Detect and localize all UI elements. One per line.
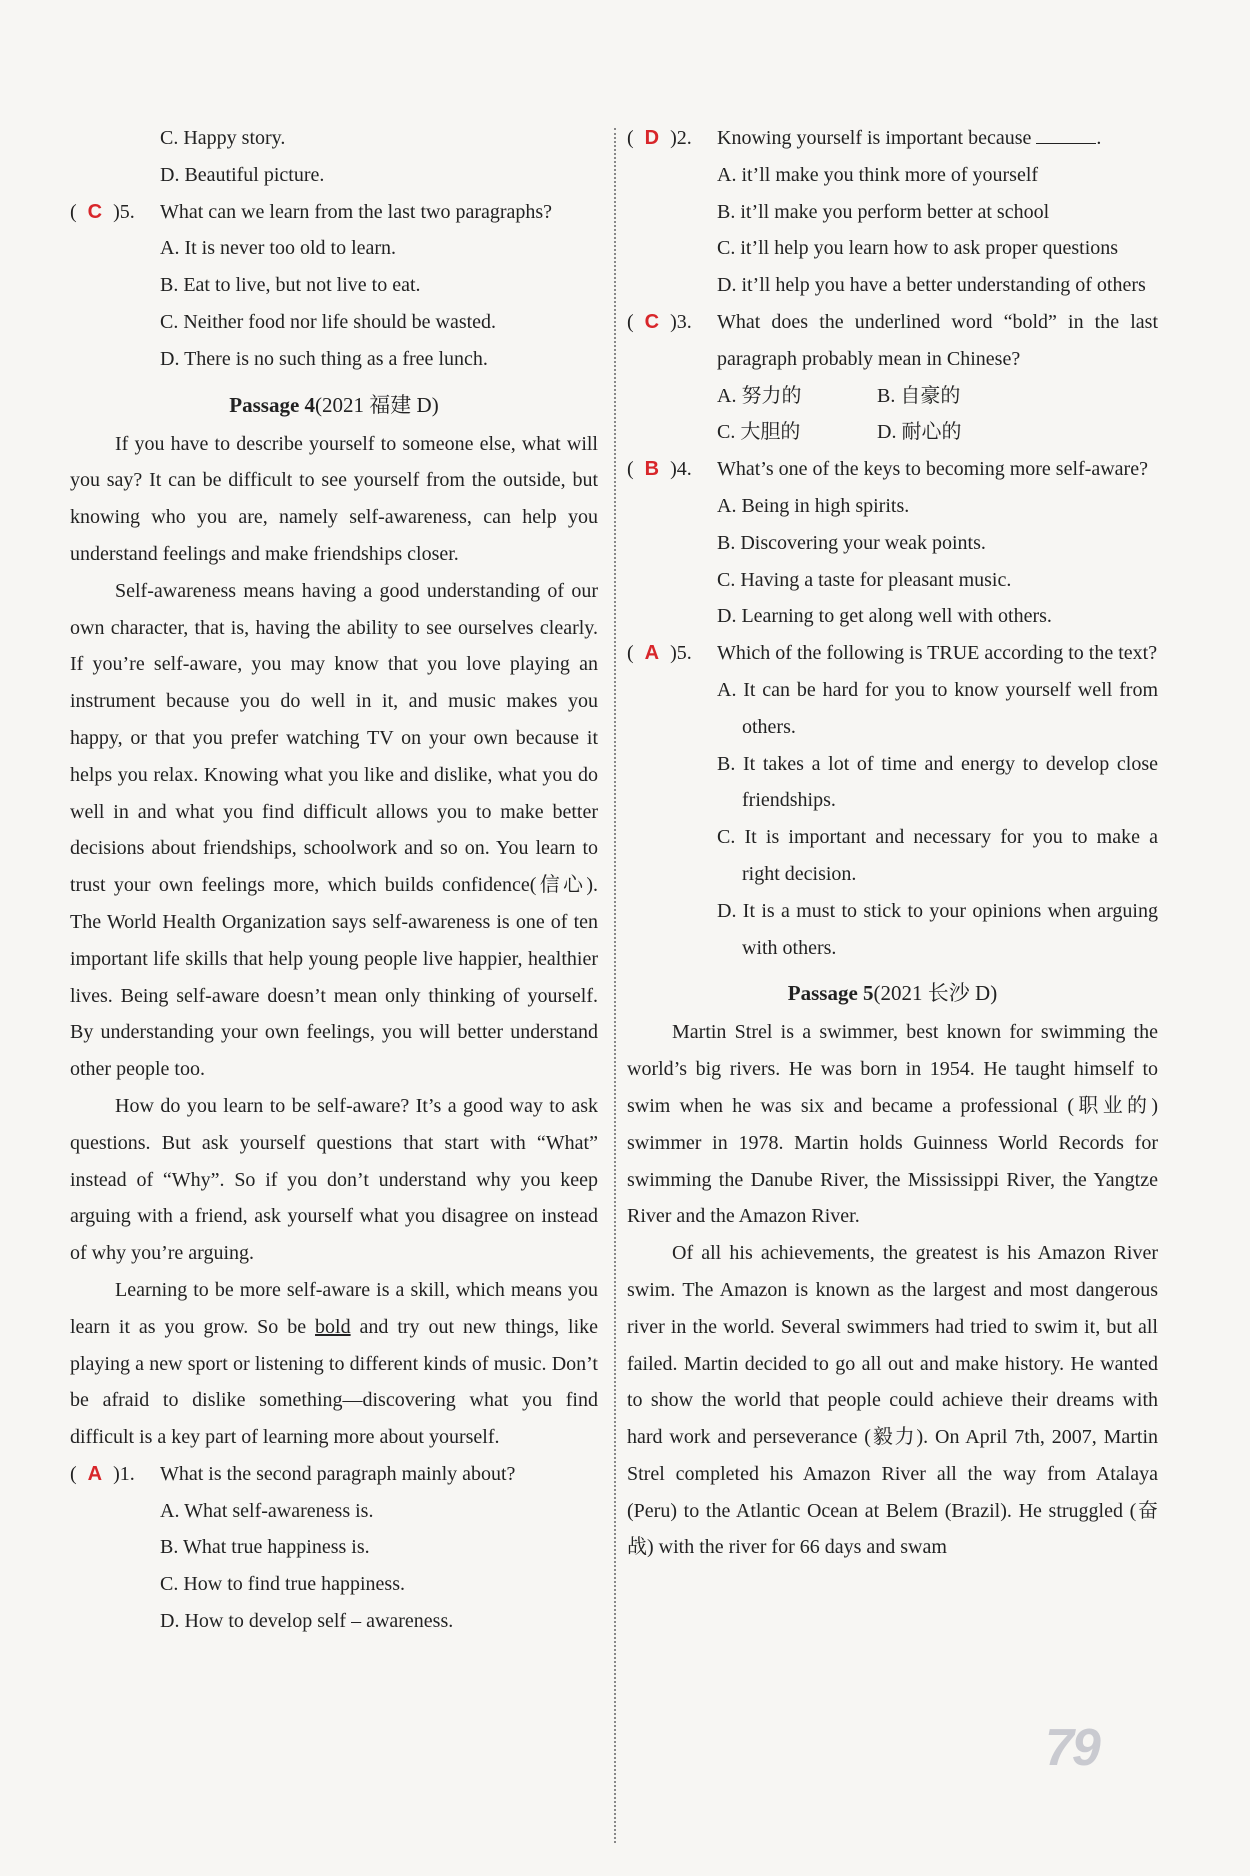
right-column [627,120,1158,1566]
option: C. 大胆的 [717,421,801,444]
option: B. Eat to live, but not live to eat. [160,274,421,297]
passage-5-paragraph-2: Of all his achievements, the greatest is his Amazon River swim. The Amazon is known as the largest and most dangerous river in the world. Several swimmers had tried to swim it, but all failed. Martin decided to go all out and make history. He wanted to show the world that people could achieve their dreams with hard work and perseverance (毅力). On April 7th, 2007, Martin Strel completed his Amazon River all the way from Atalaya (Peru) to the Atlantic Ocean at Belem (Brazil). He struggled (奋战) with the river for 66 days and swam [627,1242,1158,1559]
option: D. There is no such thing as a free lunch. [160,347,488,370]
option: D. Learning to get along well with others. [717,605,1052,628]
question-text: What can we learn from the last two paragraphs? [160,200,553,223]
answer-mark: B [644,458,660,481]
option: B. 自豪的 [877,384,961,407]
answer-blank [1036,125,1096,144]
question-2: ( D )2. Knowing yourself is important because . [627,127,1102,149]
question-text: What’s one of the keys to becoming more self-aware? [717,458,1148,481]
option-c: C. Happy story. [160,127,286,149]
option: C. Neither food nor life should be wasted. [160,310,497,333]
option: A. It is never too old to learn. [160,237,397,260]
page-number: 79 [1045,1719,1099,1777]
underlined-word: bold [315,1315,351,1338]
option: C. How to find true happiness. [160,1573,405,1596]
option-row [627,378,1158,415]
option: A. it’ll make you think more of yourself [717,163,1039,186]
question-5-passage4: ( A )5. Which of the following is TRUE according to the text? [627,635,1158,672]
question-1: ( A )1. What is the second paragraph mainly about? [70,1456,598,1493]
passage-4-paragraph-1: If you have to describe yourself to someone else, what will you say? It can be difficult to see yourself from the outside, but knowing who you are, namely self-awareness, can help you understand feelings and make friendships closer. [70,432,598,565]
option-d: D. Beautiful picture. [160,163,325,186]
answer-mark: C [644,310,660,333]
question-text: Which of the following is TRUE according to the text? [717,642,1158,665]
passage-4-paragraph-2: Self-awareness means having a good understanding of our own character, that is, having the ability to see ourselves clearly. If you’re self-aware, you may know that you love playing an instrument because you do well in it, and music makes you happy, or that you prefer watching TV on your own because it helps you relax. Knowing what you like and dislike, what you do well in and what you find difficult allows you to make better decisions about friendships, schoolwork and so on. You learn to trust your own feelings more, which builds confidence(信心). The World Health Organization says self-awareness is one of ten important life skills that help young people live happier, healthier lives. Being self-aware doesn’t mean only thinking of yourself. By understanding your own feelings, you will better understand other people too. [70,579,598,1081]
left-column [70,120,598,1640]
answer-mark: A [644,642,660,665]
answer-mark: D [644,127,660,149]
passage-4-paragraph-4: Learning to be more self-aware is a skill, which means you learn it as you grow. So be bold and try out new things, like playing a new sport or listening to different kinds of music. Don’t be afraid to dislike something—discovering what you find difficult is a key part of learning more about yourself. [70,1278,598,1449]
question-4: ( B )4. What’s one of the keys to becoming more self-aware? [627,451,1158,488]
option: B. It takes a lot of time and energy to develop close friendships. [717,752,1158,812]
option: C. it’ll help you learn how to ask proper questions [717,237,1119,260]
question-text: What is the second paragraph mainly about? [160,1462,516,1485]
question-5-passage3: ( C )5. What can we learn from the last two paragraphs? [70,194,598,231]
option-row [627,414,1158,451]
question-3: ( C )3. What does the underlined word “bold” in the last paragraph probably mean in Chinese? [627,304,1158,378]
option: A. Being in high spirits. [717,494,910,517]
option: C. Having a taste for pleasant music. [717,568,1012,591]
option: D. 耐心的 [877,421,962,444]
option: B. Discovering your weak points. [717,531,986,554]
passage-4-title: Passage 4(2021 福建 D) [229,392,439,417]
option: A. 努力的 [717,384,802,407]
option: D. How to develop self – awareness. [160,1610,454,1633]
option: B. it’ll make you perform better at school [717,200,1050,223]
option: A. It can be hard for you to know yourself well from others. [717,678,1158,738]
passage-5-title: Passage 5(2021 长沙 D) [787,981,998,1006]
option: D. It is a must to stick to your opinions when arguing with others. [717,899,1158,959]
question-text: Knowing yourself is important because [717,127,1032,149]
answer-mark: C [87,200,103,223]
passage-4-paragraph-3: How do you learn to be self-aware? It’s a good way to ask questions. But ask yourself questions that start with “What” instead of “Why”. So if you don’t understand why you keep arguing with a friend, ask yourself what you disagree on instead of why you’re arguing. [70,1094,598,1265]
option: B. What true happiness is. [160,1536,370,1559]
column-divider [614,128,616,1843]
question-text: What does the underlined word “bold” in the last paragraph probably mean in Chinese? [717,310,1158,370]
option: D. it’ll help you have a better understanding of others [717,274,1146,297]
answer-mark: A [87,1462,103,1485]
option: C. It is important and necessary for you to make a right decision. [717,826,1158,885]
option: A. What self-awareness is. [160,1499,374,1522]
passage-5-paragraph-1: Martin Strel is a swimmer, best known for swimming the world’s big rivers. He was born in 1954. He taught himself to swim when he was six and became a professional (职业的) swimmer in 1978. Martin holds Guinness World Records for swimming the Danube River, the Mississippi River, the Yangtze River and the Amazon River. [627,1021,1158,1228]
